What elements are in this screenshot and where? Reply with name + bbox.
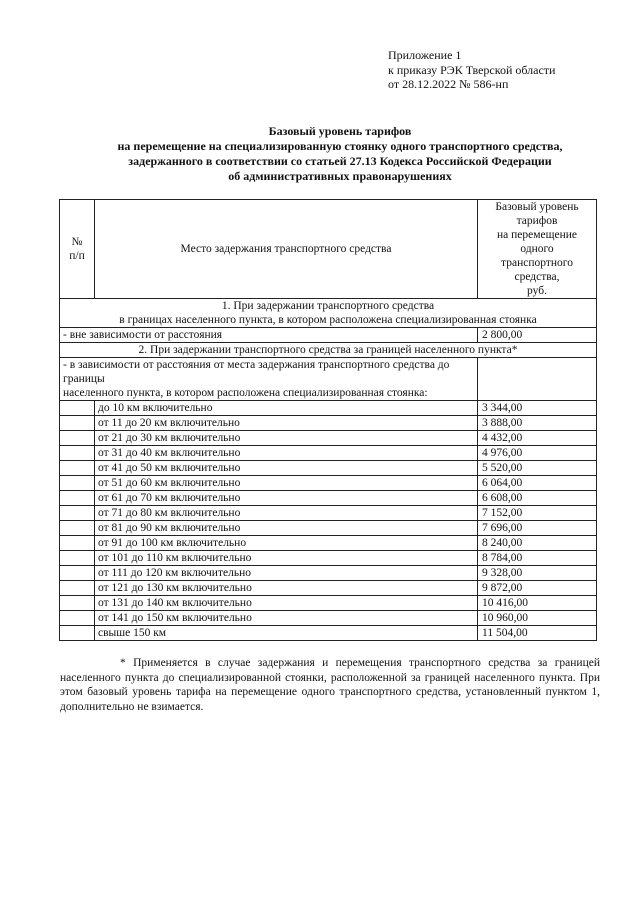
table-row: [60, 611, 597, 626]
header-value-line: руб.: [527, 285, 547, 297]
footnote: [60, 656, 600, 714]
header-value-line: тарифов: [516, 215, 558, 227]
row-label: от 91 до 100 км включительно: [95, 536, 478, 551]
row-value: 7 152,00: [478, 506, 597, 521]
row-number: [60, 431, 95, 446]
section-2-intro-line-2: населенного пункта, в котором расположена специализированная стоянка:: [63, 387, 428, 399]
row-number: [60, 596, 95, 611]
header-value-line: средства,: [514, 271, 560, 283]
row-label: от 11 до 20 км включительно: [95, 416, 478, 431]
row-number: [60, 611, 95, 626]
appendix-line-1: Приложение 1: [388, 48, 462, 62]
table-row: [60, 521, 597, 536]
row-value: 5 520,00: [478, 461, 597, 476]
row-label: от 41 до 50 км включительно: [95, 461, 478, 476]
row-value: 7 696,00: [478, 521, 597, 536]
row-number: [60, 491, 95, 506]
section-2-intro: [60, 358, 478, 401]
title-line-4: об административных правонарушениях: [228, 169, 452, 183]
row-value: 3 888,00: [478, 416, 597, 431]
table-row: [60, 566, 597, 581]
row-label: от 111 до 120 км включительно: [95, 566, 478, 581]
row-label: от 131 до 140 км включительно: [95, 596, 478, 611]
section-1-line-1: 1. При задержании транспортного средства: [221, 300, 435, 312]
table-row: [60, 446, 597, 461]
row-value: 8 784,00: [478, 551, 597, 566]
header-place: Место задержания транспортного средства: [95, 200, 478, 299]
row-value: 10 960,00: [478, 611, 597, 626]
header-number-line-1: №: [71, 236, 83, 248]
table-row: [60, 491, 597, 506]
footnote-text: * Применяется в случае задержания и перемещения транспортного средства за границей населенного пункта до специализированной стоянки, расположенной за границей населенного пункта. При этом базовый уровень тарифа на перемещение одного транспортного средства, установленный пунктом 1, дополнительно не взимается.: [60, 657, 600, 713]
row-value: 8 240,00: [478, 536, 597, 551]
header-value-line: на перемещение: [496, 229, 577, 241]
row-number: [60, 521, 95, 536]
row-value: 11 504,00: [478, 626, 597, 641]
row-label: от 81 до 90 км включительно: [95, 521, 478, 536]
row-number: [60, 401, 95, 416]
table-row: [60, 551, 597, 566]
table-row: [60, 328, 597, 343]
table-row: [60, 431, 597, 446]
table-row: [60, 596, 597, 611]
tariff-table: [59, 199, 597, 641]
row-number: [60, 446, 95, 461]
section-1-row: [60, 299, 597, 328]
row-value: 9 872,00: [478, 581, 597, 596]
row-value: 3 344,00: [478, 401, 597, 416]
document-title: [60, 124, 620, 184]
row-number: [60, 461, 95, 476]
row-number: [60, 536, 95, 551]
table-row: [60, 506, 597, 521]
section-2-heading: 2. При задержании транспортного средства за границей населенного пункта*: [60, 343, 597, 358]
table-header-row: [60, 200, 597, 299]
row-value: 9 328,00: [478, 566, 597, 581]
row-number: [60, 551, 95, 566]
appendix-reference: [388, 48, 555, 92]
header-value-line: транспортного: [501, 257, 573, 269]
row-label: от 61 до 70 км включительно: [95, 491, 478, 506]
header-number: [60, 200, 95, 299]
row-label: от 31 до 40 км включительно: [95, 446, 478, 461]
row-value: 10 416,00: [478, 596, 597, 611]
section-2-intro-line-1: - в зависимости от расстояния от места задержания транспортного средства до границы: [63, 359, 450, 385]
title-line-3: задержанного в соответствии со статьей 27.13 Кодекса Российской Федерации: [128, 154, 552, 168]
row-number: [60, 581, 95, 596]
row-value: 4 432,00: [478, 431, 597, 446]
row-label: от 101 до 110 км включительно: [95, 551, 478, 566]
row-label: от 51 до 60 км включительно: [95, 476, 478, 491]
row-value: 2 800,00: [478, 328, 597, 343]
row-label: от 71 до 80 км включительно: [95, 506, 478, 521]
empty-cell: [478, 358, 597, 401]
row-number: [60, 506, 95, 521]
table-row: [60, 536, 597, 551]
header-value-line: Базовый уровень: [495, 201, 579, 213]
row-label: от 141 до 150 км включительно: [95, 611, 478, 626]
row-value: 6 608,00: [478, 491, 597, 506]
row-label: от 21 до 30 км включительно: [95, 431, 478, 446]
row-number: [60, 476, 95, 491]
section-1-heading: [60, 299, 597, 328]
row-value: 6 064,00: [478, 476, 597, 491]
row-number: [60, 626, 95, 641]
table-row: [60, 626, 597, 641]
section-1-line-2: в границах населенного пункта, в котором расположена специализированная стоянка: [119, 314, 537, 326]
title-line-1: Базовый уровень тарифов: [268, 124, 412, 138]
header-value-line: одного: [520, 243, 554, 255]
table-row: [60, 476, 597, 491]
header-value: [478, 200, 597, 299]
table-row: [60, 581, 597, 596]
distance-rows: [60, 401, 597, 641]
row-number: [60, 566, 95, 581]
row-label: до 10 км включительно: [95, 401, 478, 416]
header-number-line-2: п/п: [69, 250, 85, 262]
section-2-row: [60, 343, 597, 358]
table-row: [60, 461, 597, 476]
title-line-2: на перемещение на специализированную стоянку одного транспортного средства,: [117, 139, 563, 153]
row-number: [60, 416, 95, 431]
row-label: свыше 150 км: [95, 626, 478, 641]
appendix-line-2: к приказу РЭК Тверской области: [388, 62, 556, 77]
table-row: [60, 401, 597, 416]
section-2-intro-row: [60, 358, 597, 401]
row-label: от 121 до 130 км включительно: [95, 581, 478, 596]
row-label: - вне зависимости от расстояния: [60, 328, 478, 343]
appendix-line-3: от 28.12.2022 № 586-нп: [388, 77, 509, 91]
table-row: [60, 416, 597, 431]
row-value: 4 976,00: [478, 446, 597, 461]
